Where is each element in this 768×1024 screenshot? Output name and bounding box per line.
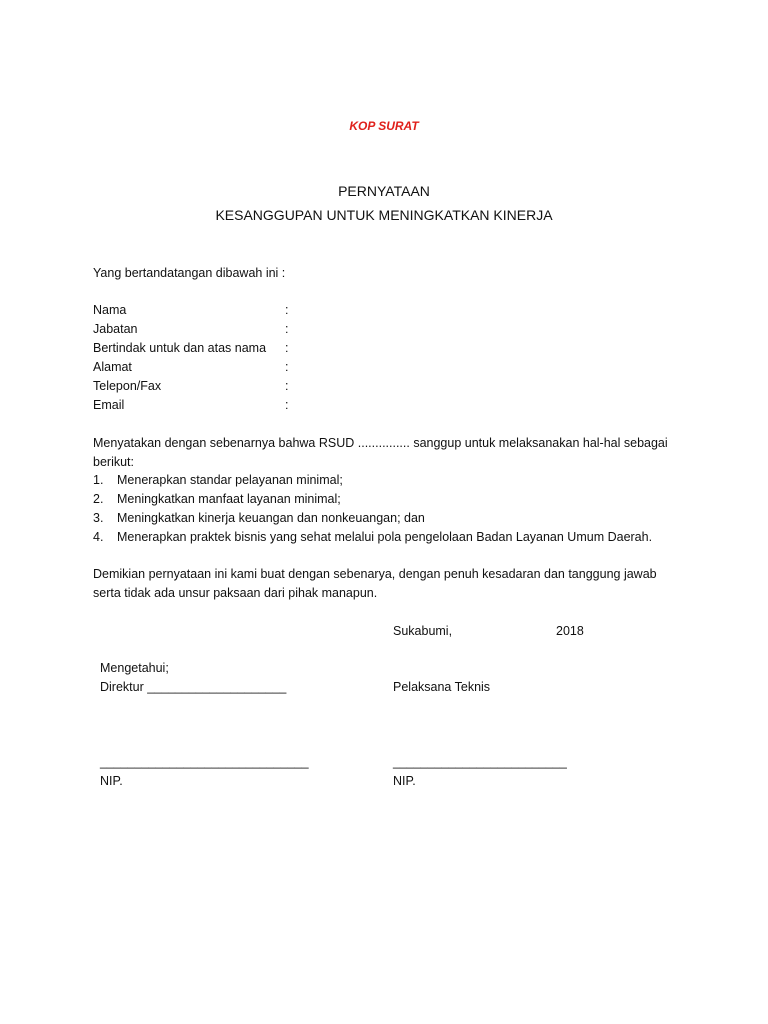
- field-colon: :: [285, 303, 289, 317]
- list-text: Meningkatkan manfaat layanan minimal;: [117, 492, 341, 506]
- closing-line-2: serta tidak ada unsur paksaan dari pihak manapun.: [93, 586, 378, 600]
- signature-line-right: _________________________: [393, 755, 567, 769]
- closing-line-1: Demikian pernyataan ini kami buat dengan sebenarya, dengan penuh kesadaran dan tanggung jawab: [93, 567, 657, 581]
- statement-line-2: berikut:: [93, 455, 134, 469]
- field-label: Email: [93, 398, 125, 412]
- document-subtitle: KESANGGUPAN UNTUK MENINGKATKAN KINERJA: [215, 207, 553, 223]
- list-text: Menerapkan praktek bisnis yang sehat melalui pola pengelolaan Badan Layanan Umum Daerah.: [117, 530, 653, 544]
- field-label: Telepon/Fax: [93, 379, 162, 393]
- intro-text: Yang bertandatangan dibawah ini :: [93, 266, 286, 280]
- signature-year: 2018: [556, 624, 584, 638]
- signature-place: Sukabumi,: [393, 624, 453, 638]
- direktur-label: Direktur ____________________: [100, 680, 287, 694]
- field-colon: :: [285, 322, 289, 336]
- field-colon: :: [285, 379, 289, 393]
- field-label: Alamat: [93, 360, 132, 374]
- mengetahui-label: Mengetahui;: [100, 661, 169, 675]
- list-number: 3.: [93, 511, 104, 525]
- pelaksana-teknis-label: Pelaksana Teknis: [393, 680, 491, 694]
- document-title: PERNYATAAN: [338, 183, 430, 199]
- list-number: 1.: [93, 473, 104, 487]
- field-label: Jabatan: [93, 322, 138, 336]
- list-number: 2.: [93, 492, 104, 506]
- field-label: Bertindak untuk dan atas nama: [93, 341, 267, 355]
- signature-line-left: ______________________________: [100, 755, 309, 769]
- field-colon: :: [285, 360, 289, 374]
- nip-right: NIP.: [393, 774, 416, 788]
- statement-line-1: Menyatakan dengan sebenarnya bahwa RSUD ............... sanggup untuk melaksanakan hal-hal sebagai: [93, 436, 668, 450]
- list-text: Meningkatkan kinerja keuangan dan nonkeuangan; dan: [117, 511, 425, 525]
- field-label: Nama: [93, 303, 127, 317]
- field-colon: :: [285, 398, 289, 412]
- list-text: Menerapkan standar pelayanan minimal;: [117, 473, 343, 487]
- field-colon: :: [285, 341, 289, 355]
- letterhead-placeholder: KOP SURAT: [349, 119, 419, 133]
- list-number: 4.: [93, 530, 104, 544]
- nip-left: NIP.: [100, 774, 123, 788]
